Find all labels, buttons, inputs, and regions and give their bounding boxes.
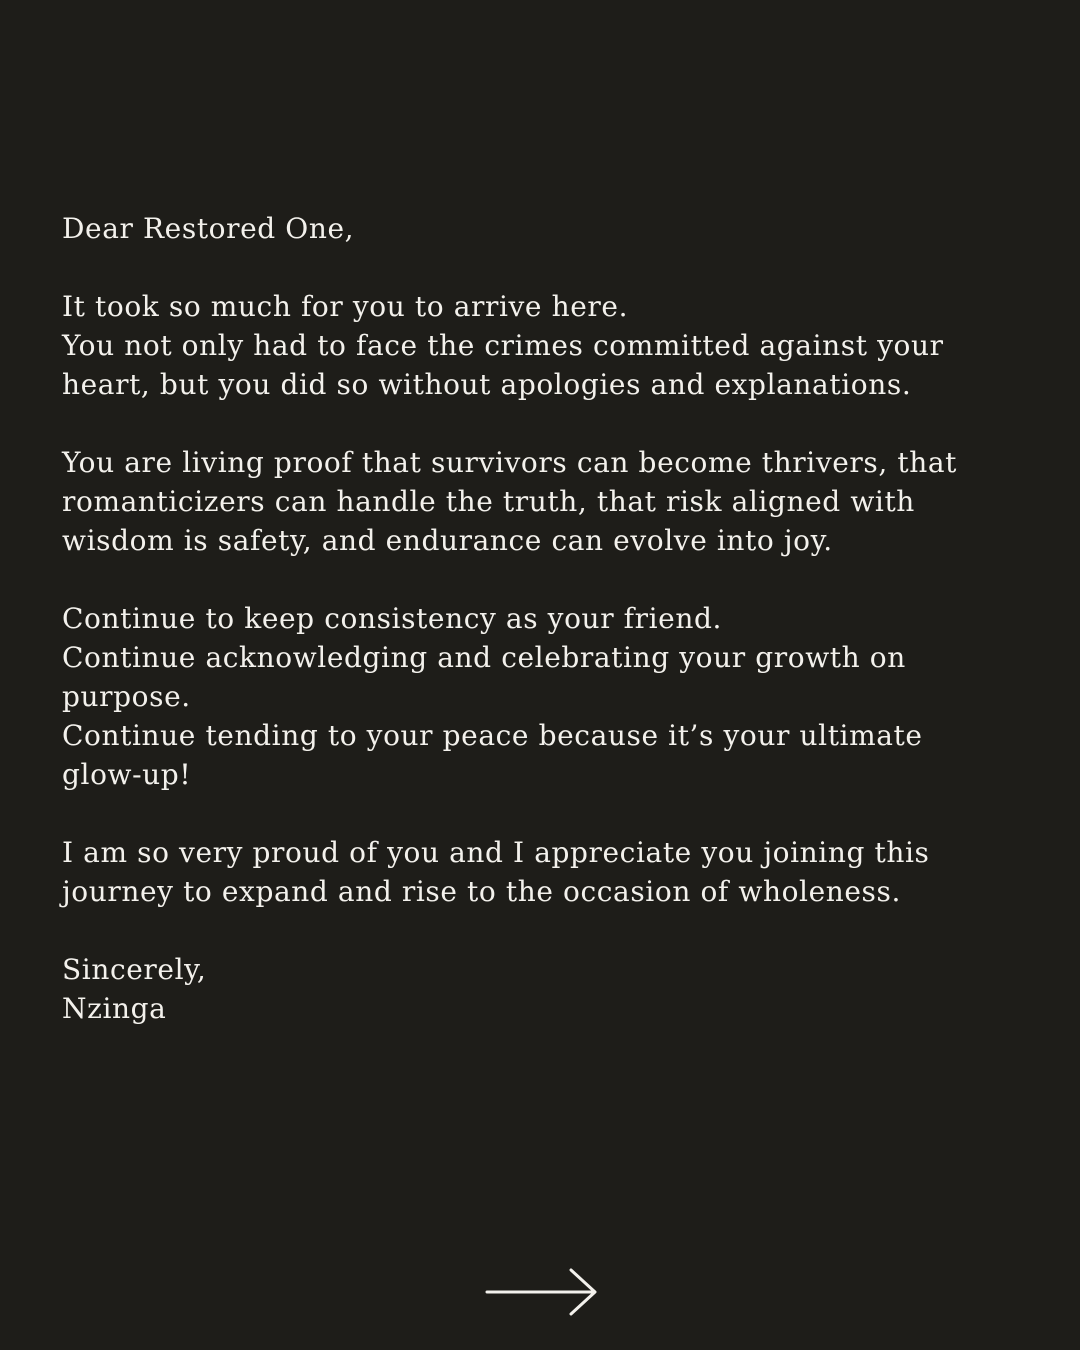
- letter-line: heart, but you did so without apologies and explanations.: [62, 368, 912, 401]
- paragraph-gap: [62, 794, 1022, 833]
- letter-line: purpose.: [62, 680, 191, 713]
- greeting: Dear Restored One,: [62, 212, 355, 245]
- letter-line: You not only had to face the crimes committed against your: [62, 329, 944, 362]
- letter-line: glow-up!: [62, 758, 192, 791]
- arrow-right-icon: [485, 1266, 597, 1318]
- paragraph-arrival: [62, 287, 1022, 404]
- letter-line: journey to expand and rise to the occasion of wholeness.: [62, 875, 901, 908]
- letter-line: romanticizers can handle the truth, that risk aligned with: [62, 485, 915, 518]
- paragraph-gap: [62, 560, 1022, 599]
- paragraph-living-proof: [62, 443, 1022, 560]
- closing: Sincerely,: [62, 953, 207, 986]
- paragraph-proud: [62, 833, 1022, 911]
- letter-line: You are living proof that survivors can become thrivers, that: [62, 446, 958, 479]
- paragraph-continue: [62, 599, 1022, 794]
- paragraph-gap: [62, 404, 1022, 443]
- letter-body: [62, 209, 1022, 1028]
- paragraph-gap: [62, 911, 1022, 950]
- letter-line: Continue tending to your peace because it’s your ultimate: [62, 719, 923, 752]
- signature: Nzinga: [62, 992, 167, 1025]
- letter-line: wisdom is safety, and endurance can evolve into joy.: [62, 524, 833, 557]
- next-button[interactable]: [482, 1266, 600, 1318]
- letter-line: It took so much for you to arrive here.: [62, 290, 629, 323]
- letter-line: Continue to keep consistency as your friend.: [62, 602, 723, 635]
- letter-line: I am so very proud of you and I appreciate you joining this: [62, 836, 930, 869]
- letter-line: Continue acknowledging and celebrating your growth on: [62, 641, 906, 674]
- paragraph-gap: [62, 248, 1022, 287]
